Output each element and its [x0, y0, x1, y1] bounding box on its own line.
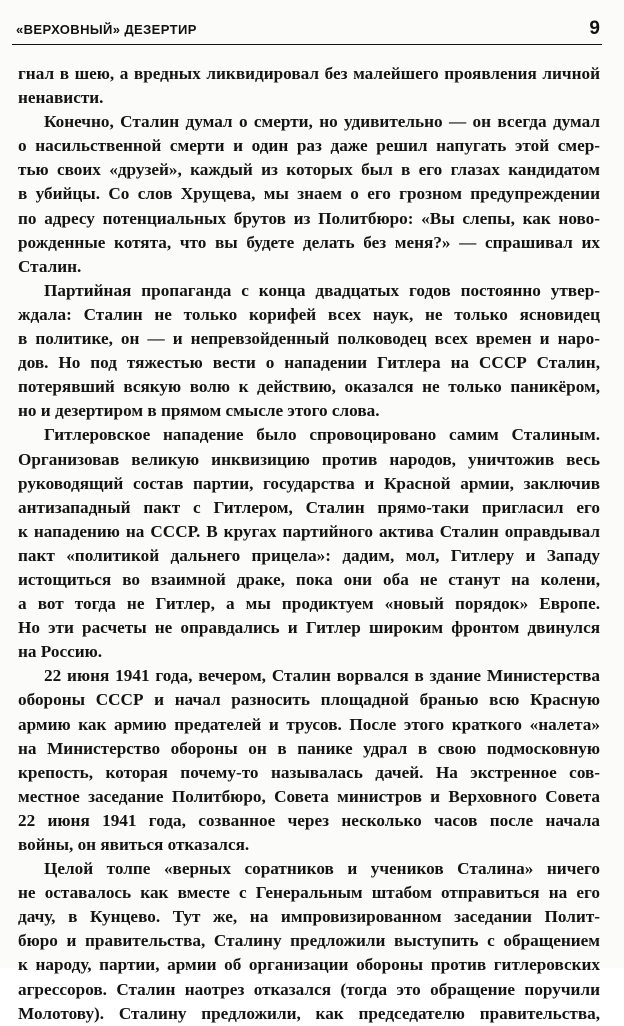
text-line: Сталин. [18, 256, 82, 276]
text-line: гнал в шею, а вредных ликвидировал без малейшего проявления личной [18, 64, 600, 83]
text-line: но и дезертиром в прямом смысле этого слова. [18, 401, 380, 421]
paragraph [18, 110, 600, 279]
text-line: дов. Но под тяжестью вести о нападении Гитлера на СССР Сталин, [18, 353, 600, 373]
text-line: 22 июня 1941 года, созванное через несколько часов после начала [18, 810, 600, 830]
text-line: Но эти расчеты не оправдались и Гитлер широким фронтом двинулся [18, 618, 600, 638]
paragraph [18, 62, 600, 110]
text-line: Партийная пропаганда с конца двадцатых годов постоянно утвер- [44, 280, 600, 300]
text-line: Конечно, Сталин думал о смерти, но удивительно — он всегда думал [44, 112, 600, 132]
text-line: местное заседание Политбюро, Совета министров и Верховного Совета [18, 786, 600, 806]
text-line: в убийцы. Со слов Хрущева, мы знаем о его грозном предупреждении [18, 184, 600, 204]
body-text [18, 62, 600, 1026]
text-line: агрессоров. Сталин наотрез отказался (тогда это обращение поручили [18, 979, 600, 999]
text-line: бюро и правительства, Сталину предложили выступить с обращением [18, 931, 600, 951]
text-line: армию как армию предателей и трусов. После этого краткого «налета» [18, 714, 600, 734]
text-line: потерявший всякую волю к действию, оказался не только паникёром, [18, 377, 600, 397]
text-line: войны, он явиться отказался. [18, 835, 250, 854]
text-line: пакт «политикой дальнего прицела»: дадим, мол, Гитлеру и Западу [18, 545, 600, 565]
header-rule [12, 44, 602, 45]
text-line: о насильственной смерти и один раз даже решил напугать этой смер- [18, 136, 600, 156]
text-line: Гитлеровское нападение было спровоцировано самим Сталиным. [44, 425, 600, 445]
paragraph [18, 664, 600, 857]
text-line: к нападению на СССР. В кругах партийного актива Сталин оправдывал [18, 521, 600, 541]
text-line: на Министерство обороны он в панике удрал в свою подмосковную [18, 738, 600, 758]
paragraph [18, 423, 600, 664]
text-line: крепость, которая почему-то называлась дачей. На экстренное сов- [18, 762, 600, 782]
text-line: ждала: Сталин не только корифей всех наук, не только ясновидец [18, 304, 600, 324]
text-line: к народу, партии, армии об организации обороны против гитлеровских [18, 955, 600, 975]
text-line: истощиться во взаимной драке, пока они оба не станут на колени, [18, 569, 600, 589]
text-line: в политике, он — и непревзойденный полководец всех времен и наро- [18, 329, 600, 349]
text-line: не оставалось как вместе с Генеральным штабом отправиться на его [18, 883, 600, 903]
text-line: Молотову). Сталину предложили, как председателю правительства, [18, 1003, 600, 1023]
running-title: «ВЕРХОВНЫЙ» ДЕЗЕРТИР [16, 22, 197, 37]
text-line: а вот тогда не Гитлер, а мы продиктуем «новый порядок» Европе. [18, 594, 600, 614]
text-line: ненависти. [18, 88, 104, 108]
page-number: 9 [589, 18, 600, 39]
text-line: рожденные котята, что вы будете делать без меня?» — спрашивал их [18, 232, 600, 252]
text-line: руководящий состав партии, государства и Красной армии, заключив [18, 473, 600, 493]
text-line: антизападный пакт с Гитлером, Сталин прямо-таки пригласил его [18, 497, 600, 517]
text-line: тью своих «друзей», каждый из которых был в его глазах кандидатом [18, 160, 600, 180]
text-line: 22 июня 1941 года, вечером, Сталин ворвался в здание Министерства [44, 666, 600, 686]
text-line: обороны СССР и начал разносить площадной бранью всю Красную [18, 690, 600, 710]
paragraph [18, 279, 600, 424]
paragraph [18, 857, 600, 1026]
text-line: Организовав великую инквизицию против народов, уничтожив весь [18, 449, 600, 469]
text-line: на Россию. [18, 642, 103, 662]
text-line: дачу, в Кунцево. Тут же, на импровизированном заседании Полит- [18, 907, 600, 927]
text-line: по адресу потенциальных брутов из Политбюро: «Вы слепы, как ново- [18, 208, 600, 228]
text-line: Целой толпе «верных соратников и учеников Сталина» ничего [44, 859, 600, 879]
